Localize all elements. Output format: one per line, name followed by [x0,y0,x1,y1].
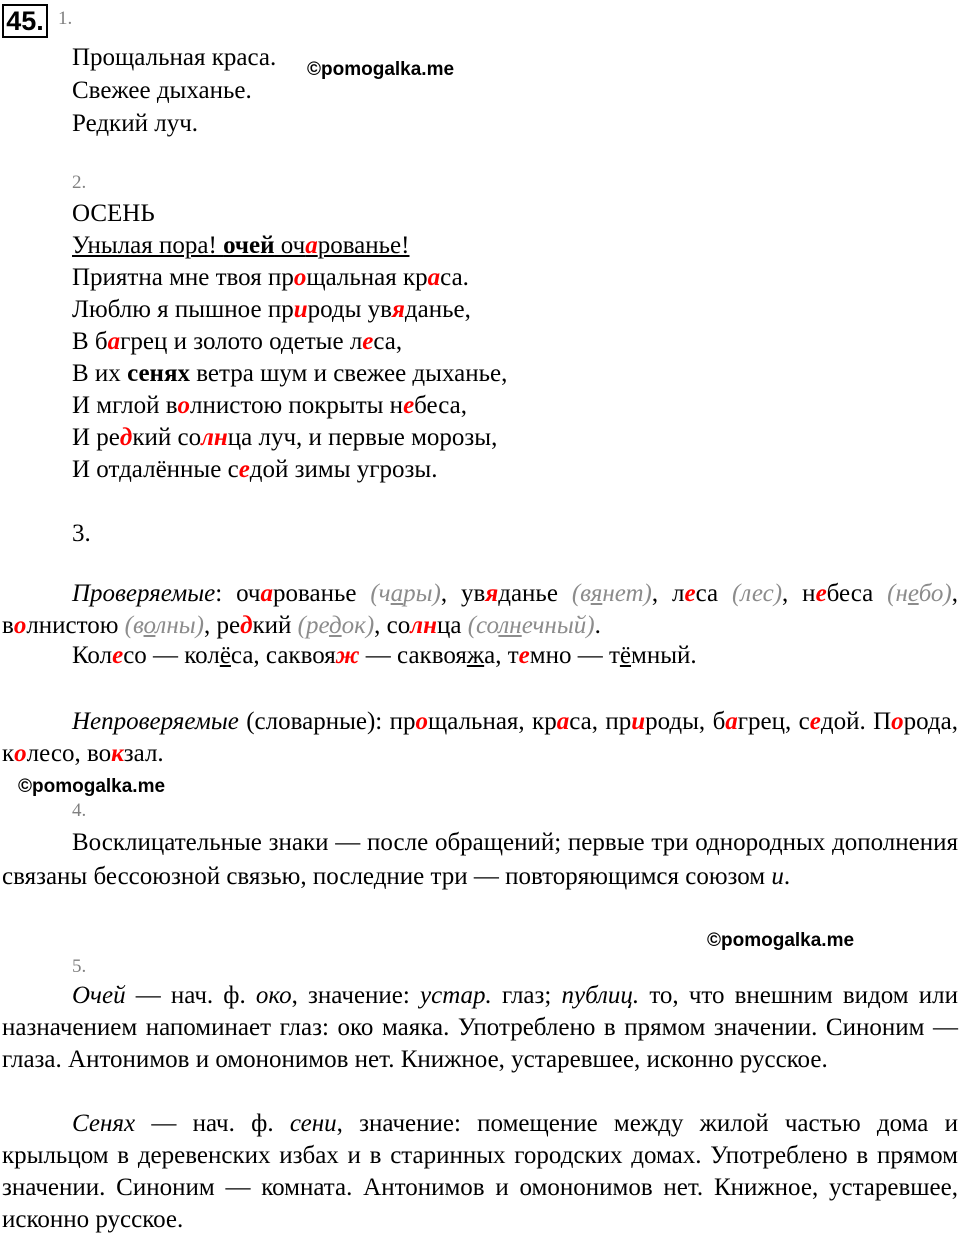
section-2-number: 2. [72,172,87,193]
pairs-line: Колесо — колёса, саквояж — саквояжа, темно — тёмный. [72,642,697,669]
section-3-number: 3. [72,520,91,547]
poem-line-7: И редкий солнца луч, и первые морозы, [72,424,498,451]
poem-line-5: В их сенях ветра шум и свежее дыханье, [72,360,508,387]
checked-words-paragraph: Проверяемые: очарованье (чары), увяданье (вянет), леса (лес), небеса (небо), волнистою (волны), редкий (редок), солнца (солнечный). [2,580,959,639]
section-4-text: Восклицательные знаки — после обращений; первые три однородных дополнения связаны бессоюзной связью, последние три — повторяющимся союзом и. [2,829,958,890]
poem-title: ОСЕНЬ [72,200,155,227]
poem-line-6: И мглой волнистою покрыты небеса, [72,392,468,419]
section-1-number: 1. [58,8,73,29]
watermark-2: ©pomogalka.me [18,776,166,797]
s1-line-2: Свежее дыханье. [72,77,252,104]
section-5-paragraph-2: Сенях — нач. ф. сени, значение: помещение между жилой частью дома и крыльцом в деревенских избах и в старинных городских домах. Употреблено в прямом значении. Синоним — комната. Антонимов и омононимов нет. Книжное, устаревшее, исконно русское. [2,1110,958,1233]
s1-line-3: Редкий луч. [72,110,199,137]
section-4-number: 4. [72,800,87,821]
poem-line-3: Люблю я пышное природы увяданье, [72,296,471,323]
s1-line-1: Прощальная краса. [72,44,277,71]
poem-line-2: Приятна мне твоя прощальная краса. [72,264,469,291]
exercise-number: 45. [2,4,48,38]
section-5-number: 5. [72,956,87,977]
unchecked-words-paragraph: Непроверяемые (словарные): прощальная, краса, природы, багрец, седой. Порода, колесо, вокзал. [2,708,958,767]
watermark-1: ©pomogalka.me [307,59,455,80]
poem-line-4: В багрец и золото одетые леса, [72,328,403,355]
section-5-paragraph-1: Очей — нач. ф. око, значение: устар. глаз; публиц. то, что внешним видом или назначением напоминает глаз: око маяка. Употреблено в прямом значении. Синоним — глаза. Антонимов и омононимов нет. Книжное, устаревшее, исконно русское. [2,982,958,1073]
watermark-3: ©pomogalka.me [707,930,855,951]
poem-line-8: И отдалённые седой зимы угрозы. [72,456,438,483]
poem-line-1: Унылая пора! очей очарованье! [72,232,410,259]
